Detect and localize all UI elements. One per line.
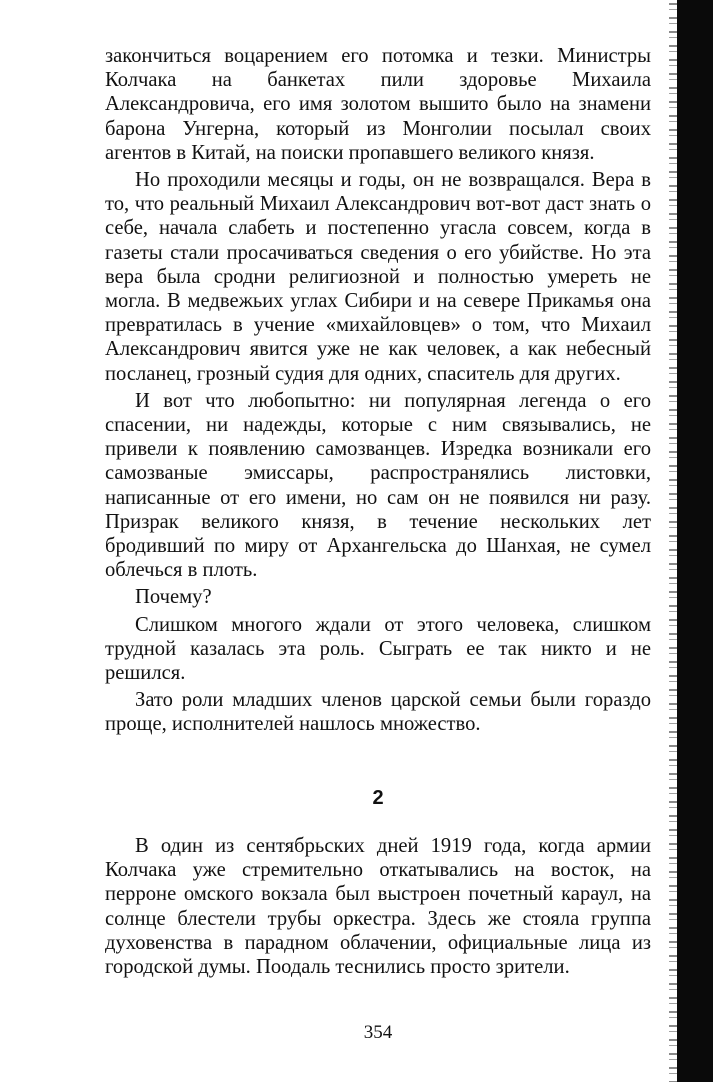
paragraph: закончиться воцарением его потомка и тезки. Министры Колчака на банкетах пили здоровье Михаила Александровича, его имя золотом вышито было на знамени барона Унгерна, который из Монголии посылал своих агентов в Китай, на поиски пропавшего великого князя.	[105, 45, 651, 164]
main-text	[105, 44, 651, 740]
page-number: 354	[363, 1022, 393, 1043]
section-number: 2	[372, 787, 384, 809]
paragraph: В один из сентябрьских дней 1919 года, когда армии Колчака уже стремительно откатывались на восток, на перроне омского вокзала был выстроен почетный караул, на солнце блестели трубы оркестра. Здесь же стояла группа духовенства в парадном облачении, официальные лица из городской думы. Поодаль теснились просто зрители.	[105, 835, 651, 979]
section-text	[105, 834, 651, 979]
paragraph: Почему?	[135, 586, 212, 609]
paragraph: И вот что любопытно: ни популярная легенда о его спасении, ни надежды, которые с ним связывались, не привели к появлению самозванцев. Изредка возникали его самозваные эмиссары, распространялись листовки, написанные от его имени, но сам он не появился ни разу. Призрак великого князя, в течение нескольких лет бродивший по миру от Архангельска до Шанхая, не сумел облечься в плоть.	[105, 389, 651, 582]
scan-edge	[677, 0, 713, 1082]
paragraph: Зато роли младших членов царской семьи были гораздо проще, исполнителей нашлось множество.	[105, 689, 651, 736]
paragraph: Но проходили месяцы и годы, он не возвращался. Вера в то, что реальный Михаил Александрович вот-вот даст знать о себе, начала слабеть и постепенно угасла совсем, когда в газеты стали просачиваться сведения о его убийстве. Но эта вера была сродни религиозной и полностью умереть не могла. В медвежьих углах Сибири и на севере Прикамья она превратилась в учение «михайловцев» о том, что Михаил Александрович явится уже не как человек, а как небесный посланец, грозный судия для одних, спаситель для других.	[105, 169, 651, 385]
paragraph: Слишком многого ждали от этого человека, слишком трудной казалась эта роль. Сыграть ее так никто и не решился.	[105, 613, 651, 685]
